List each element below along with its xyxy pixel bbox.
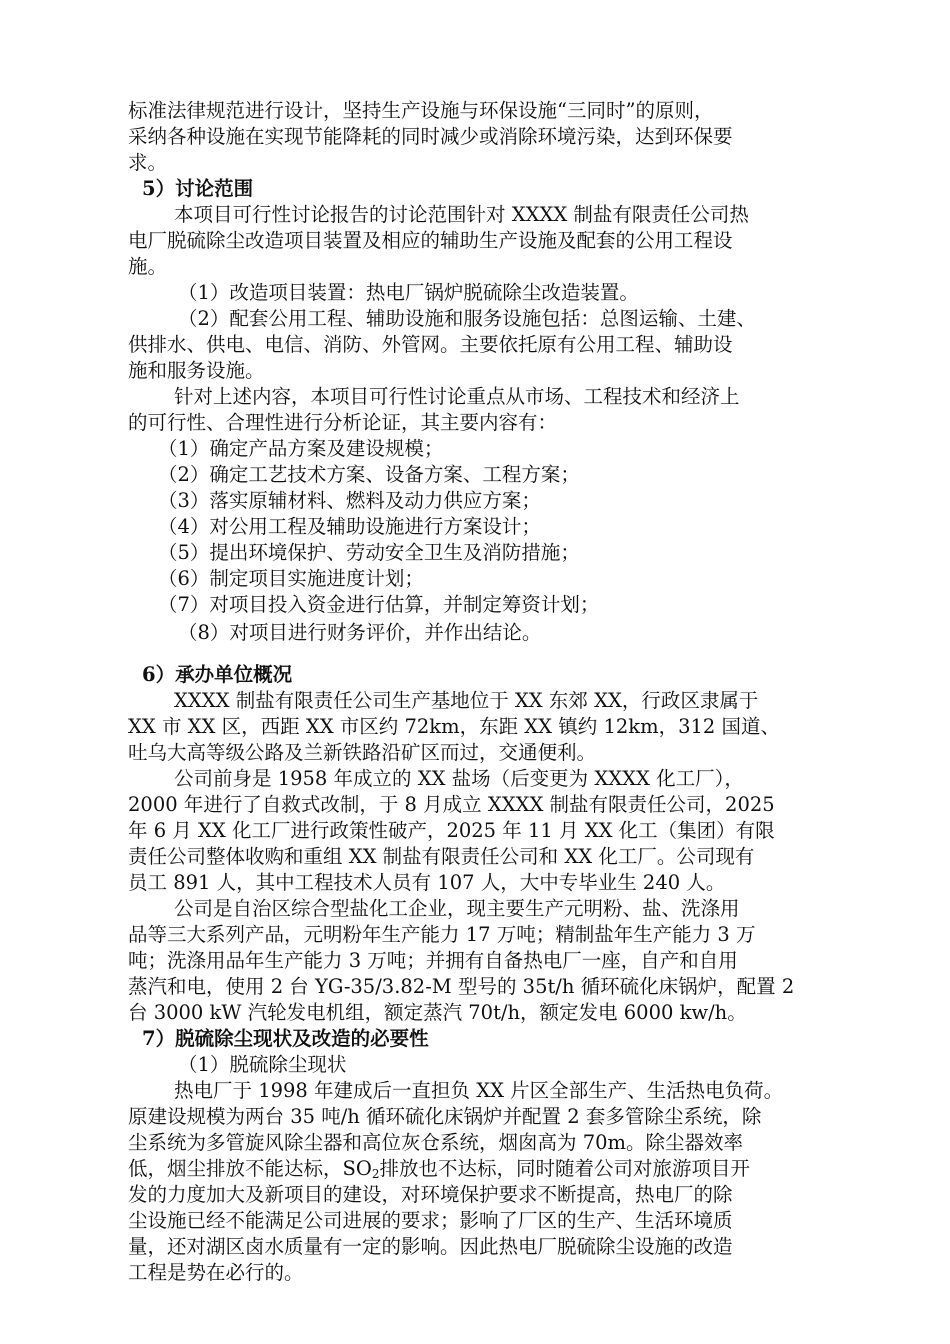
- text-line: 工程是势在必行的。: [128, 1261, 304, 1284]
- text-line: XXXX 制盐有限责任公司生产基地位于 XX 东郊 XX，行政区隶属于: [174, 689, 759, 712]
- text-line: 的可行性、合理性进行分析论证，其主要内容有：: [128, 411, 558, 434]
- list-item: （6）制定项目实施进度计划；: [158, 567, 424, 590]
- section-heading-7: 7）脱硫除尘现状及改造的必要性: [142, 1027, 429, 1050]
- text-line: 热电厂于 1998 年建成后一直担负 XX 片区全部生产、生活热电负荷。: [174, 1079, 784, 1102]
- list-item: （1）改造项目装置：热电厂锅炉脱硫除尘改造装置。: [178, 281, 639, 304]
- text-line: 尘设施已经不能满足公司进展的要求；影响了厂区的生产、生活环境质: [128, 1209, 733, 1232]
- text-line: 针对上述内容，本项目可行性讨论重点从市场、工程技术和经济上: [174, 385, 740, 408]
- list-item: （8）对项目进行财务评价，并作出结论。: [178, 621, 542, 644]
- text-line: 台 3000 kW 汽轮发电机组，额定蒸汽 70t/h，额定发电 6000 kw/h。: [128, 1001, 747, 1024]
- list-item: （2）确定工艺技术方案、设备方案、工程方案；: [158, 463, 580, 486]
- section-heading-6: 6）承办单位概况: [142, 663, 293, 686]
- text-line: [128, 1156, 750, 1182]
- list-item: （2）配套公用工程、辅助设施和服务设施包括：总图运输、土建、: [178, 307, 756, 330]
- text-line: 吐乌大高等级公路及兰新铁路沿矿区而过，交通便利。: [128, 741, 597, 764]
- text-line: 求。: [128, 151, 168, 174]
- text-line: 发的力度加大及新项目的建设，对环境保护要求不断提高，热电厂的除: [128, 1183, 733, 1206]
- text-line: 公司前身是 1958 年成立的 XX 盐场（后变更为 XXXX 化工厂），: [174, 767, 744, 790]
- text-line: 施和服务设施。: [128, 359, 265, 382]
- list-item: （1）确定产品方案及建设规模；: [158, 437, 444, 460]
- so2-subscript: 2: [371, 1167, 380, 1181]
- text-line: 施。: [128, 255, 168, 278]
- text-line: 量，还对湖区卤水质量有一定的影响。因此热电厂脱硫除尘设施的改造: [128, 1235, 733, 1258]
- text-line: 原建设规模为两台 35 吨/h 循环硫化床锅炉并配置 2 套多管除尘系统，除: [128, 1105, 762, 1128]
- text-line: 本项目可行性讨论报告的讨论范围针对 XXXX 制盐有限责任公司热: [174, 203, 749, 226]
- list-item: （3）落实原辅材料、燃料及动力供应方案；: [158, 489, 541, 512]
- text-line: 员工 891 人，其中工程技术人员有 107 人，大中专毕业生 240 人。: [128, 871, 726, 894]
- list-item: （4）对公用工程及辅助设施进行方案设计；: [158, 515, 541, 538]
- so2-formula: SO: [342, 1157, 372, 1180]
- subsection-heading: （1）脱硫除尘现状: [178, 1053, 347, 1076]
- text-line: 标准法律规范进行设计，坚持生产设施与环保设施“三同时”的原则，: [128, 99, 714, 122]
- text-line: 责任公司整体收购和重组 XX 制盐有限责任公司和 XX 化工厂。公司现有: [128, 845, 755, 868]
- text-line: 采纳各种设施在实现节能降耗的同时减少或消除环境污染，达到环保要: [128, 125, 733, 148]
- text-line: 尘系统为多管旋风除尘器和高位灰仓系统，烟囱高为 70m。除尘器效率: [128, 1131, 744, 1154]
- section-heading-5: 5）讨论范围: [142, 177, 254, 200]
- text-fragment: 排放也不达标，同时随着公司对旅游项目开: [379, 1157, 751, 1180]
- text-line: 供排水、供电、电信、消防、外管网。主要依托原有公用工程、辅助设: [128, 333, 733, 356]
- text-line: XX 市 XX 区，西距 XX 市区约 72km，东距 XX 镇约 12km，312 国道、: [128, 715, 781, 738]
- text-line: 电厂脱硫除尘改造项目装置及相应的辅助生产设施及配套的公用工程设: [128, 229, 733, 252]
- text-line: 吨；洗涤用品年生产能力 3 万吨；并拥有自备热电厂一座，自产和自用: [128, 949, 738, 972]
- text-line: 品等三大系列产品，元明粉年生产能力 17 万吨；精制盐年生产能力 3 万: [128, 923, 756, 946]
- text-line: 蒸汽和电，使用 2 台 YG-35/3.82-M 型号的 35t/h 循环硫化床锅炉，配置 2: [128, 975, 795, 998]
- text-line: 2000 年进行了自救式改制，于 8 月成立 XXXX 制盐有限责任公司，2025: [128, 793, 775, 816]
- text-fragment: 低，烟尘排放不能达标，: [128, 1157, 343, 1180]
- list-item: （5）提出环境保护、劳动安全卫生及消防措施；: [158, 541, 580, 564]
- list-item: （7）对项目投入资金进行估算，并制定筹资计划；: [158, 593, 600, 616]
- text-line: 公司是自治区综合型盐化工企业，现主要生产元明粉、盐、洗涤用: [174, 897, 740, 920]
- text-line: 年 6 月 XX 化工厂进行政策性破产，2025 年 11 月 XX 化工（集团）有限: [128, 819, 775, 842]
